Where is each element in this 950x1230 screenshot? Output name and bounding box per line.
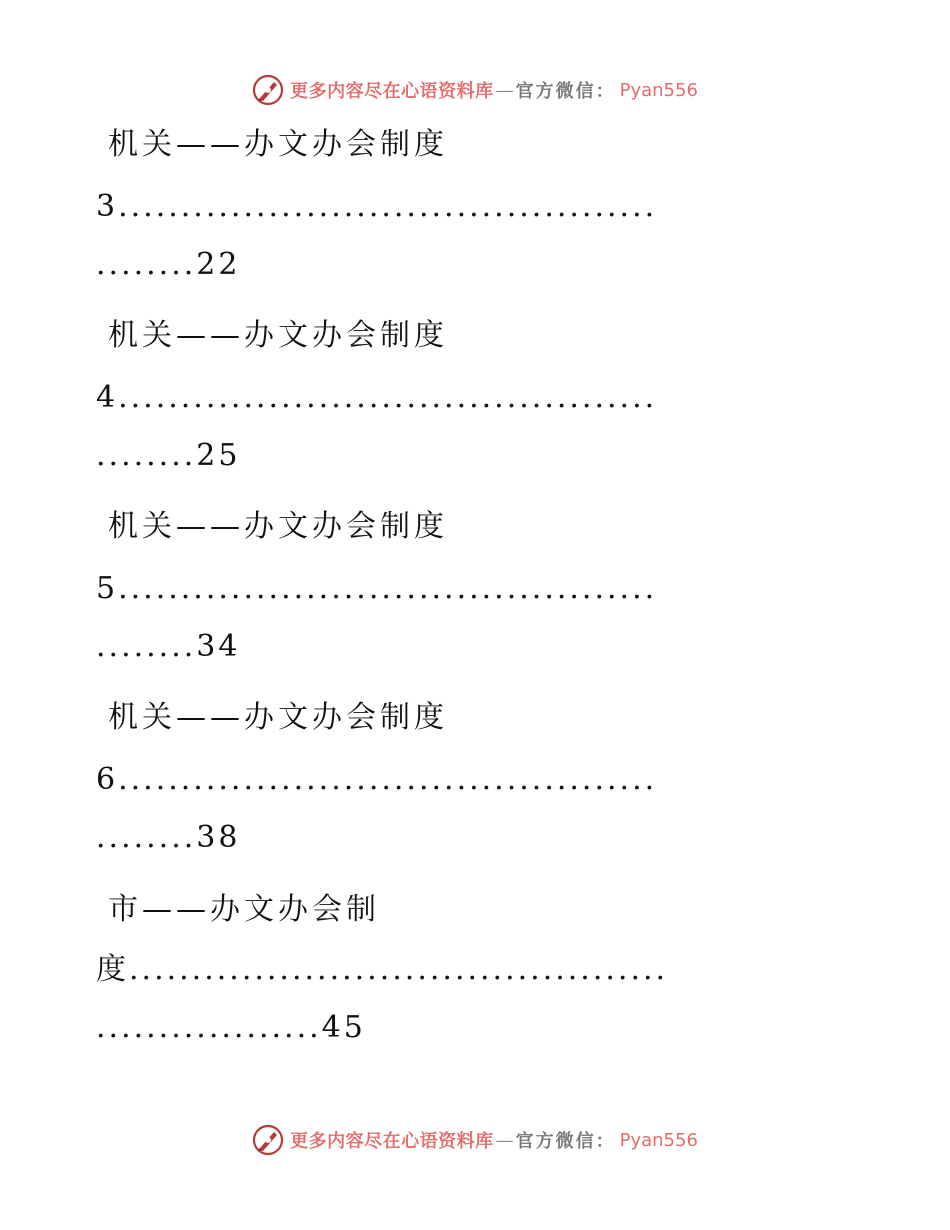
toc-leader-dots-cont: ........ bbox=[96, 247, 197, 282]
toc-entry-page-number: 38 bbox=[196, 820, 241, 855]
toc-entry-page-line bbox=[96, 245, 856, 285]
banner-text-red: 更多内容尽在心语资料库 bbox=[290, 1131, 494, 1152]
banner-dash: — bbox=[495, 1129, 514, 1151]
banner-text-red: 更多内容尽在心语资料库 bbox=[290, 81, 494, 102]
toc-entry-page-line bbox=[96, 1008, 856, 1048]
toc-entry-prefix: 4 bbox=[96, 380, 119, 415]
toc-entry-leader bbox=[96, 378, 856, 418]
toc-entry-leader bbox=[96, 187, 856, 227]
toc-entry-prefix: 3 bbox=[96, 189, 119, 224]
toc-leader-dots-cont: ........ bbox=[96, 629, 197, 664]
toc-entry-page-number: 22 bbox=[196, 247, 241, 282]
banner-wechat-id: Pyan556 bbox=[619, 79, 698, 101]
toc-leader-dots: ........................................... bbox=[118, 380, 658, 415]
toc-entry-leader bbox=[96, 569, 856, 609]
banner-text-gray: 官方微信： bbox=[515, 1131, 616, 1152]
toc-entry-title: 机关——办文办会制度 bbox=[108, 700, 448, 735]
quill-logo-icon bbox=[252, 1124, 284, 1156]
toc-leader-dots-cont: ........ bbox=[96, 438, 197, 473]
banner-content bbox=[252, 1124, 698, 1156]
toc-leader-dots: ........................................... bbox=[118, 762, 658, 797]
toc-entry-title: 机关——办文办会制度 bbox=[108, 509, 448, 544]
toc-entry-page-number: 25 bbox=[196, 438, 241, 473]
toc-entry-title: 机关——办文办会制度 bbox=[108, 318, 448, 353]
banner-text-gray: 官方微信： bbox=[515, 81, 616, 102]
toc-entry-title: 市——办文办会制 bbox=[108, 892, 380, 927]
toc-entry-leader bbox=[96, 760, 856, 800]
toc-leader-dots-cont: .................. bbox=[96, 1010, 322, 1045]
toc-entry-page-line bbox=[96, 818, 856, 858]
toc-leader-dots-cont: ........ bbox=[96, 820, 197, 855]
toc-entry-page-number: 45 bbox=[321, 1010, 366, 1045]
toc-leader-dots: ........................................... bbox=[129, 952, 669, 987]
toc-leader-dots: ........................................... bbox=[118, 571, 658, 606]
toc-entry-prefix: 6 bbox=[96, 762, 119, 797]
toc-entry-leader bbox=[96, 950, 856, 990]
banner-wechat-id: Pyan556 bbox=[619, 1129, 698, 1151]
toc-entry-title: 机关——办文办会制度 bbox=[108, 127, 448, 162]
toc-entry-page-line bbox=[96, 436, 856, 476]
toc-leader-dots: ........................................... bbox=[118, 189, 658, 224]
toc-entry-prefix: 度 bbox=[96, 952, 129, 987]
footer-banner bbox=[0, 1120, 950, 1160]
toc-entry-prefix: 5 bbox=[96, 571, 119, 606]
banner-dash: — bbox=[495, 79, 514, 101]
toc-entry-page-number: 34 bbox=[196, 629, 241, 664]
toc-entry-page-line bbox=[96, 627, 856, 667]
